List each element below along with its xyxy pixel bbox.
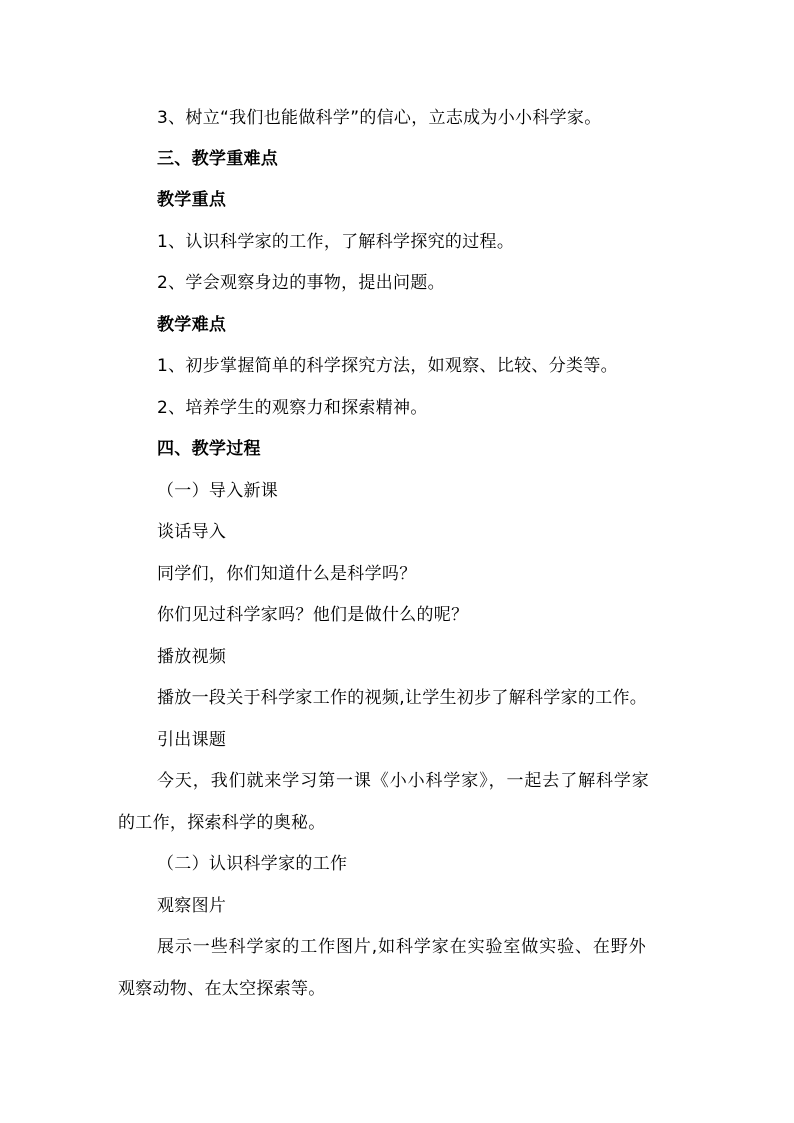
subsection-intro-new-lesson: （一）导入新课: [157, 481, 279, 501]
step-introduce-topic: 引出课题: [157, 730, 227, 750]
step-play-video: 播放视频: [157, 647, 227, 667]
goal-3-text: 3、树立“我们也能做科学”的信心，立志成为小小科学家。: [157, 108, 602, 128]
key-point-1-text: 1、认识科学家的工作，了解科学探究的过程。: [157, 232, 515, 252]
difficult-point-1-text: 1、初步掌握简单的科学探究方法，如观察、比较、分类等。: [157, 356, 618, 376]
play-video-description: 播放一段关于科学家工作的视频,让学生初步了解科学家的工作。: [157, 688, 648, 708]
subheading-key-points: 教学重点: [157, 190, 227, 210]
topic-paragraph-line-1: 今天，我们就来学习第一课《小小科学家》，一起去了解科学家: [157, 771, 650, 791]
difficult-point-2-text: 2、培养学生的观察力和探索精神。: [157, 398, 428, 418]
subsection-scientist-work: （二）认识科学家的工作: [157, 854, 348, 874]
question-seen-scientists: 你们见过科学家吗？他们是做什么的呢？: [157, 605, 469, 625]
step-observe-pictures: 观察图片: [157, 896, 227, 916]
subheading-difficult-points: 教学难点: [157, 315, 227, 335]
section-heading-key-difficult-points: 三、教学重难点: [157, 149, 279, 169]
pictures-paragraph-line-2: 观察动物、在太空探索等。: [118, 979, 326, 999]
step-conversation-intro: 谈话导入: [157, 522, 227, 542]
question-what-is-science: 同学们，你们知道什么是科学吗？: [157, 564, 417, 584]
section-heading-teaching-process: 四、教学过程: [157, 439, 261, 459]
key-point-2-text: 2、学会观察身边的事物，提出问题。: [157, 273, 445, 293]
topic-paragraph-line-2: 的工作，探索科学的奥秘。: [118, 813, 326, 833]
pictures-paragraph-line-1: 展示一些科学家的工作图片,如科学家在实验室做实验、在野外: [157, 937, 647, 957]
